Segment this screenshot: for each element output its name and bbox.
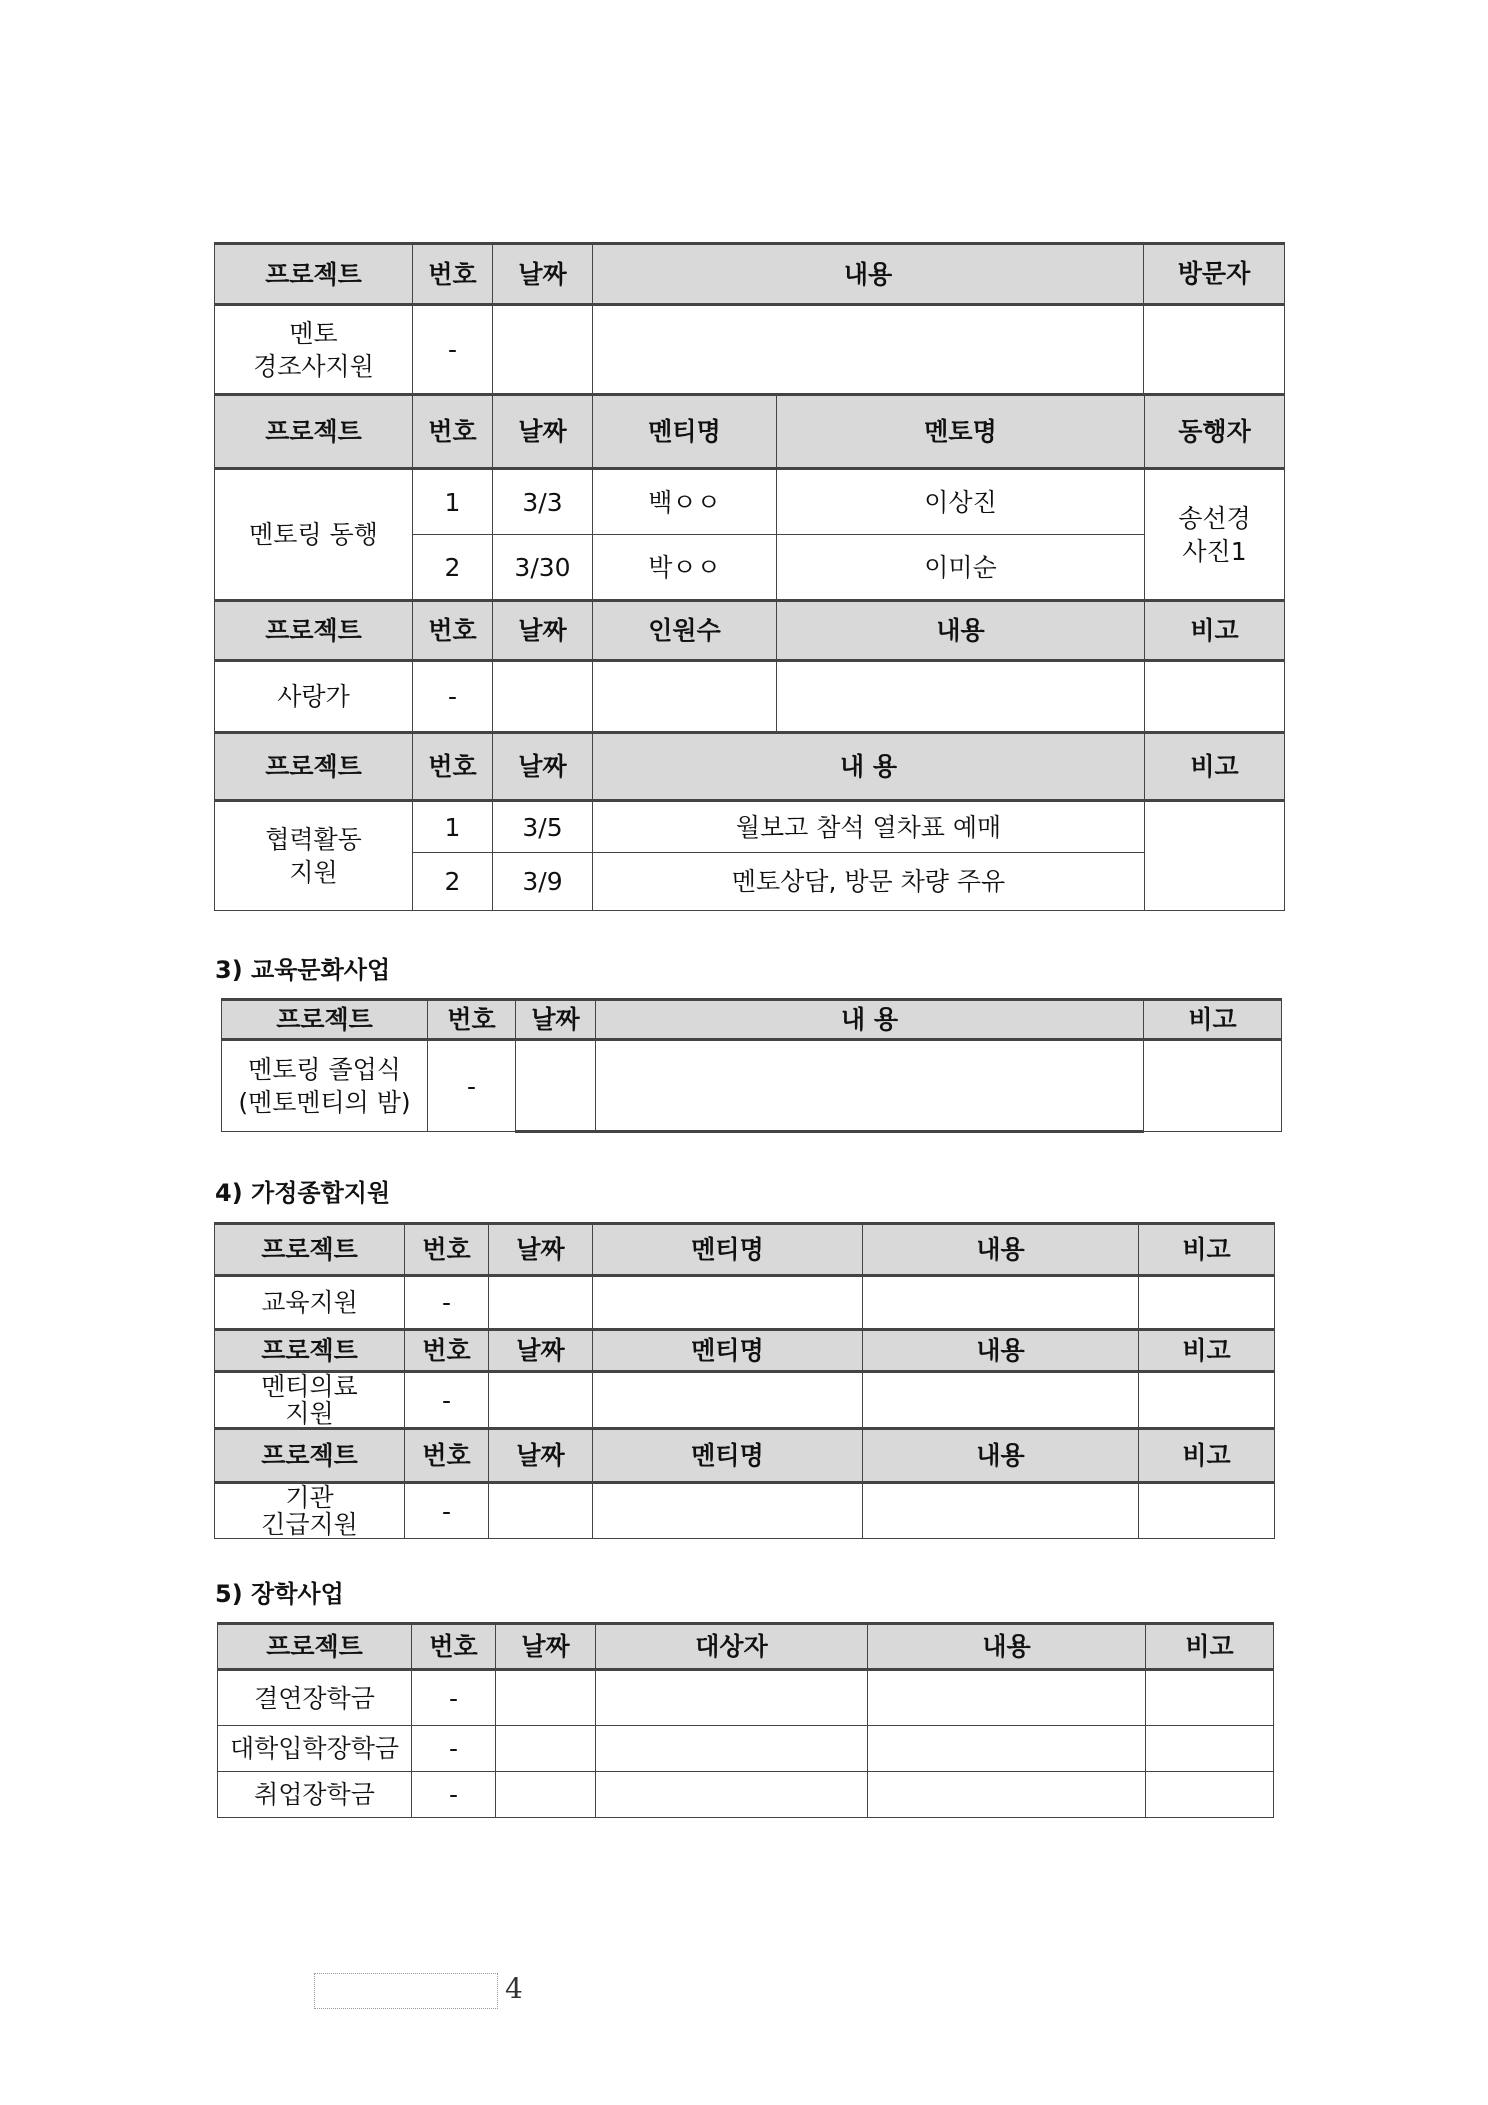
header-cell: 프로젝트: [215, 1224, 405, 1276]
header-cell: 번호: [412, 1624, 496, 1670]
page-number: 4: [505, 1972, 523, 2005]
header-cell: 날짜: [516, 1000, 596, 1040]
note-cell: [1146, 1670, 1274, 1726]
content-cell-group: [593, 305, 1285, 395]
footer-box: [314, 1973, 498, 2009]
mentee-cell: [593, 1372, 863, 1429]
count-cell: [593, 661, 777, 733]
number-cell: -: [428, 1040, 516, 1132]
table-row: [218, 1772, 1274, 1818]
header-cell: 날짜: [493, 244, 593, 305]
date-cell: [516, 1040, 596, 1132]
content-cell: [596, 1040, 1144, 1132]
visitor-cell: [1143, 306, 1284, 393]
header-row: [215, 244, 1285, 305]
header-cell: 멘티명: [593, 1330, 863, 1372]
mentor-cell: 이상진: [777, 469, 1145, 535]
header-cell: 내용: [863, 1330, 1139, 1372]
header-cell: 프로젝트: [218, 1624, 412, 1670]
header-row: [218, 1624, 1274, 1670]
project-cell: 결연장학금: [218, 1670, 412, 1726]
header-cell: 날짜: [496, 1624, 596, 1670]
family-support-table: [214, 1222, 1275, 1539]
target-cell: [596, 1726, 868, 1772]
mentee-cell: 박ㅇㅇ: [593, 535, 777, 601]
header-cell: 멘티명: [593, 1224, 863, 1276]
header-cell: 프로젝트: [215, 601, 413, 661]
header-cell: 날짜: [489, 1224, 593, 1276]
project-cell: 교육지원: [215, 1276, 405, 1330]
content-cell: [863, 1276, 1139, 1330]
number-cell: -: [412, 1772, 496, 1818]
header-cell: 비고: [1145, 733, 1285, 801]
project-cell: 기관 긴급지원: [215, 1483, 405, 1539]
mentee-cell: [593, 1483, 863, 1539]
project-cell: 멘토링 졸업식 (멘토멘티의 밤): [222, 1040, 428, 1132]
number-cell: -: [413, 661, 493, 733]
header-cell: 비고: [1139, 1224, 1275, 1276]
content-cell: [863, 1372, 1139, 1429]
table-row: [218, 1726, 1274, 1772]
number-cell: 2: [413, 535, 493, 601]
header-cell: 내용: [843, 259, 893, 289]
education-culture-table: [221, 998, 1282, 1133]
header-cell: 번호: [405, 1429, 489, 1483]
header-cell: 내 용: [596, 1000, 1144, 1040]
date-cell: 3/3: [493, 469, 593, 535]
table-row: [215, 661, 1285, 733]
header-cell: 비고: [1139, 1429, 1275, 1483]
content-cell: [777, 661, 1145, 733]
header-cell: 멘티명: [593, 1429, 863, 1483]
table-row: [215, 801, 1285, 853]
header-cell: 날짜: [493, 733, 593, 801]
note-cell: [1139, 1276, 1275, 1330]
header-cell: 대상자: [596, 1624, 868, 1670]
content-cell: [593, 306, 1143, 393]
header-cell: 동행자: [1145, 395, 1285, 469]
header-cell: 프로젝트: [215, 395, 413, 469]
header-cell-group: [593, 244, 1285, 305]
date-cell: [496, 1772, 596, 1818]
date-cell: [496, 1726, 596, 1772]
companion-cell: 송선경 사진1: [1145, 469, 1285, 601]
date-cell: 3/5: [493, 801, 593, 853]
project-cell: 멘토 경조사지원: [215, 305, 413, 395]
activity-table: [214, 242, 1285, 911]
content-cell: 멘토상담, 방문 차량 주유: [593, 853, 1145, 911]
header-row: [215, 1330, 1275, 1372]
number-cell: 1: [413, 801, 493, 853]
table-row: [215, 469, 1285, 535]
header-cell: 번호: [405, 1330, 489, 1372]
header-cell: 인원수: [593, 601, 777, 661]
date-cell: [493, 305, 593, 395]
note-cell: [1146, 1726, 1274, 1772]
header-cell: 프로젝트: [215, 733, 413, 801]
note-cell: [1144, 1040, 1282, 1132]
header-cell: 날짜: [489, 1330, 593, 1372]
project-cell: 사랑가: [215, 661, 413, 733]
header-cell: 비고: [1144, 1000, 1282, 1040]
note-cell: [1145, 661, 1285, 733]
number-cell: -: [405, 1276, 489, 1330]
table-row: [215, 305, 1285, 395]
number-cell: -: [405, 1372, 489, 1429]
date-cell: 3/9: [493, 853, 593, 911]
header-cell: 프로젝트: [222, 1000, 428, 1040]
date-cell: [496, 1670, 596, 1726]
content-cell: 월보고 참석 열차표 예매: [593, 801, 1145, 853]
section-title: 3) 교육문화사업: [215, 956, 391, 984]
mentee-cell: 백ㅇㅇ: [593, 469, 777, 535]
header-cell: 프로젝트: [215, 244, 413, 305]
header-row: [215, 601, 1285, 661]
date-cell: [489, 1483, 593, 1539]
header-cell: 비고: [1139, 1330, 1275, 1372]
header-cell: 멘토명: [777, 395, 1145, 469]
section-title: 4) 가정종합지원: [215, 1179, 391, 1207]
date-cell: [493, 661, 593, 733]
header-cell: 날짜: [489, 1429, 593, 1483]
table-row: [215, 1276, 1275, 1330]
header-cell: 날짜: [493, 601, 593, 661]
number-cell: 1: [413, 469, 493, 535]
table-row: [218, 1670, 1274, 1726]
table-row: [222, 1040, 1282, 1132]
header-cell: 멘티명: [593, 395, 777, 469]
note-cell: [1139, 1372, 1275, 1429]
content-cell: [868, 1726, 1146, 1772]
project-cell: 멘토링 동행: [215, 469, 413, 601]
header-cell: 프로젝트: [215, 1429, 405, 1483]
header-cell: 내 용: [593, 733, 1145, 801]
header-cell: 방문자: [1143, 245, 1284, 303]
number-cell: -: [405, 1483, 489, 1539]
target-cell: [596, 1772, 868, 1818]
content-cell: [868, 1670, 1146, 1726]
mentor-cell: 이미순: [777, 535, 1145, 601]
header-cell: 내용: [863, 1224, 1139, 1276]
date-cell: 3/30: [493, 535, 593, 601]
content-cell: [863, 1483, 1139, 1539]
header-cell: 번호: [428, 1000, 516, 1040]
content-cell: [868, 1772, 1146, 1818]
table-row: [215, 1483, 1275, 1539]
header-row: [215, 733, 1285, 801]
note-cell: [1146, 1772, 1274, 1818]
scholarship-table: [217, 1622, 1274, 1818]
header-cell: 날짜: [493, 395, 593, 469]
header-cell: 비고: [1146, 1624, 1274, 1670]
header-cell: 프로젝트: [215, 1330, 405, 1372]
header-row: [222, 1000, 1282, 1040]
project-cell: 대학입학장학금: [218, 1726, 412, 1772]
header-row: [215, 1429, 1275, 1483]
project-cell: 협력활동 지원: [215, 801, 413, 911]
header-cell: 내용: [777, 601, 1145, 661]
date-cell: [489, 1372, 593, 1429]
note-cell: [1139, 1483, 1275, 1539]
section-title: 5) 장학사업: [215, 1580, 344, 1608]
header-cell: 내용: [863, 1429, 1139, 1483]
header-cell: 번호: [413, 244, 493, 305]
number-cell: -: [412, 1726, 496, 1772]
header-cell: 번호: [405, 1224, 489, 1276]
header-cell: 번호: [413, 733, 493, 801]
mentee-cell: [593, 1276, 863, 1330]
header-row: [215, 1224, 1275, 1276]
number-cell: -: [413, 305, 493, 395]
header-cell: 내용: [868, 1624, 1146, 1670]
note-cell: [1145, 801, 1285, 911]
number-cell: 2: [413, 853, 493, 911]
header-cell: 번호: [413, 395, 493, 469]
header-row: [215, 395, 1285, 469]
date-cell: [489, 1276, 593, 1330]
table-row: [215, 1372, 1275, 1429]
header-cell: 비고: [1145, 601, 1285, 661]
target-cell: [596, 1670, 868, 1726]
header-cell: 번호: [413, 601, 493, 661]
project-cell: 취업장학금: [218, 1772, 412, 1818]
project-cell: 멘티의료 지원: [215, 1372, 405, 1429]
number-cell: -: [412, 1670, 496, 1726]
